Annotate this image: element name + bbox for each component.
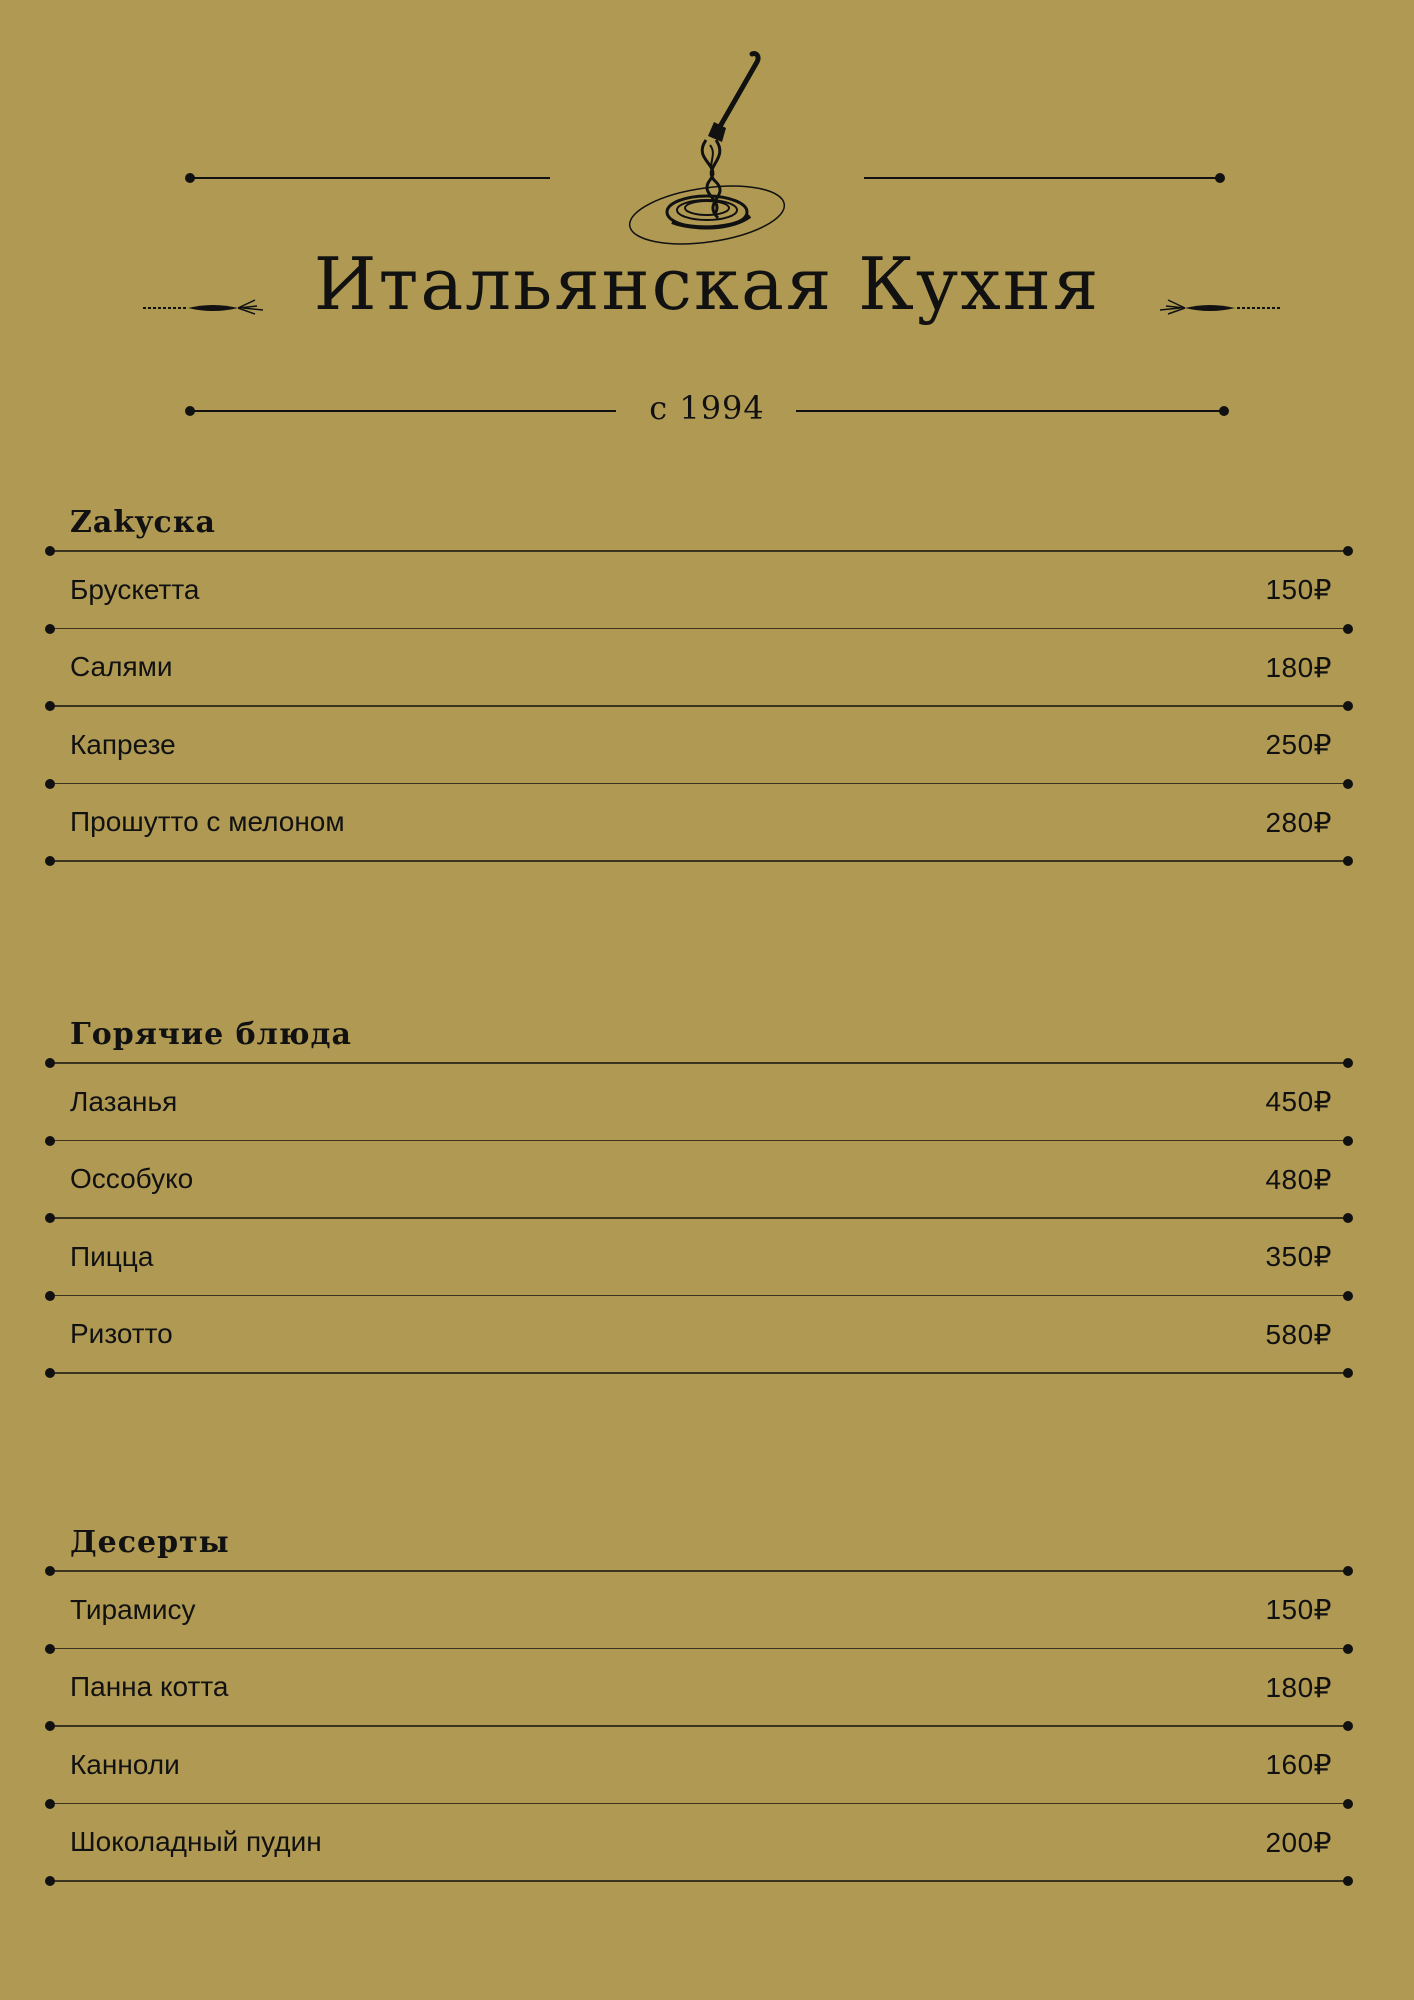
section-desserts — [50, 1516, 1348, 1882]
menu-item — [50, 1296, 1348, 1372]
item-price: 280₽ — [1265, 806, 1332, 838]
section-hot-dishes — [50, 1008, 1348, 1374]
item-price: 180₽ — [1265, 651, 1332, 683]
menu-item — [50, 1572, 1348, 1648]
item-name: Брускетта — [70, 573, 200, 605]
item-price: 180₽ — [1265, 1671, 1332, 1703]
section-title: Десерты — [70, 1525, 230, 1560]
since-label: с 1994 — [649, 389, 765, 427]
since-rule-right — [796, 410, 1224, 412]
item-price: 160₽ — [1265, 1749, 1332, 1780]
item-name: Шоколадный пудин — [70, 1826, 322, 1857]
item-name: Канноли — [70, 1748, 180, 1780]
menu-item — [50, 1727, 1348, 1803]
divider — [50, 1880, 1348, 1882]
item-name: Оссобуко — [70, 1163, 194, 1194]
menu-item — [50, 707, 1348, 783]
item-price: 450₽ — [1265, 1086, 1332, 1117]
menu-item — [50, 629, 1348, 705]
divider — [50, 1803, 1348, 1805]
divider — [50, 705, 1348, 707]
item-price: 480₽ — [1265, 1163, 1332, 1195]
divider — [50, 783, 1348, 785]
divider — [50, 1725, 1348, 1727]
item-name: Лазанья — [70, 1085, 178, 1117]
divider — [50, 628, 1348, 630]
divider — [50, 1295, 1348, 1297]
section-title: Горячие блюда — [70, 1017, 352, 1052]
item-price: 150₽ — [1265, 574, 1332, 605]
header-rule-right — [864, 177, 1220, 179]
menu-item — [50, 1219, 1348, 1295]
ornament-left-icon — [143, 296, 273, 320]
item-price: 350₽ — [1265, 1241, 1332, 1272]
item-name: Ризотто — [70, 1318, 173, 1349]
header-rule-left — [190, 177, 550, 179]
divider — [50, 1648, 1348, 1650]
item-name: Панна котта — [70, 1671, 229, 1702]
item-name: Прошутто с мелоном — [70, 806, 345, 837]
divider — [50, 1062, 1348, 1064]
menu-item — [50, 784, 1348, 860]
divider — [50, 1570, 1348, 1572]
divider — [50, 860, 1348, 862]
divider — [50, 550, 1348, 552]
item-price: 200₽ — [1265, 1826, 1332, 1858]
menu-item — [50, 1649, 1348, 1725]
menu-item — [50, 552, 1348, 628]
section-title: Zakyска — [70, 505, 216, 540]
divider — [50, 1372, 1348, 1374]
page-title: Итальянская Кухня — [313, 242, 1101, 326]
section-appetizers — [50, 496, 1348, 862]
menu-item — [50, 1141, 1348, 1217]
item-name: Тирамису — [70, 1593, 196, 1625]
item-name: Капрезе — [70, 728, 176, 760]
item-name: Салями — [70, 651, 173, 682]
ornament-right-icon — [1150, 296, 1280, 320]
spaghetti-fork-icon — [622, 50, 792, 250]
item-name: Пицца — [70, 1240, 154, 1272]
divider — [50, 1140, 1348, 1142]
item-price: 150₽ — [1265, 1594, 1332, 1625]
menu-item — [50, 1064, 1348, 1140]
menu-item — [50, 1804, 1348, 1880]
item-price: 580₽ — [1265, 1318, 1332, 1350]
item-price: 250₽ — [1265, 729, 1332, 760]
divider — [50, 1217, 1348, 1219]
